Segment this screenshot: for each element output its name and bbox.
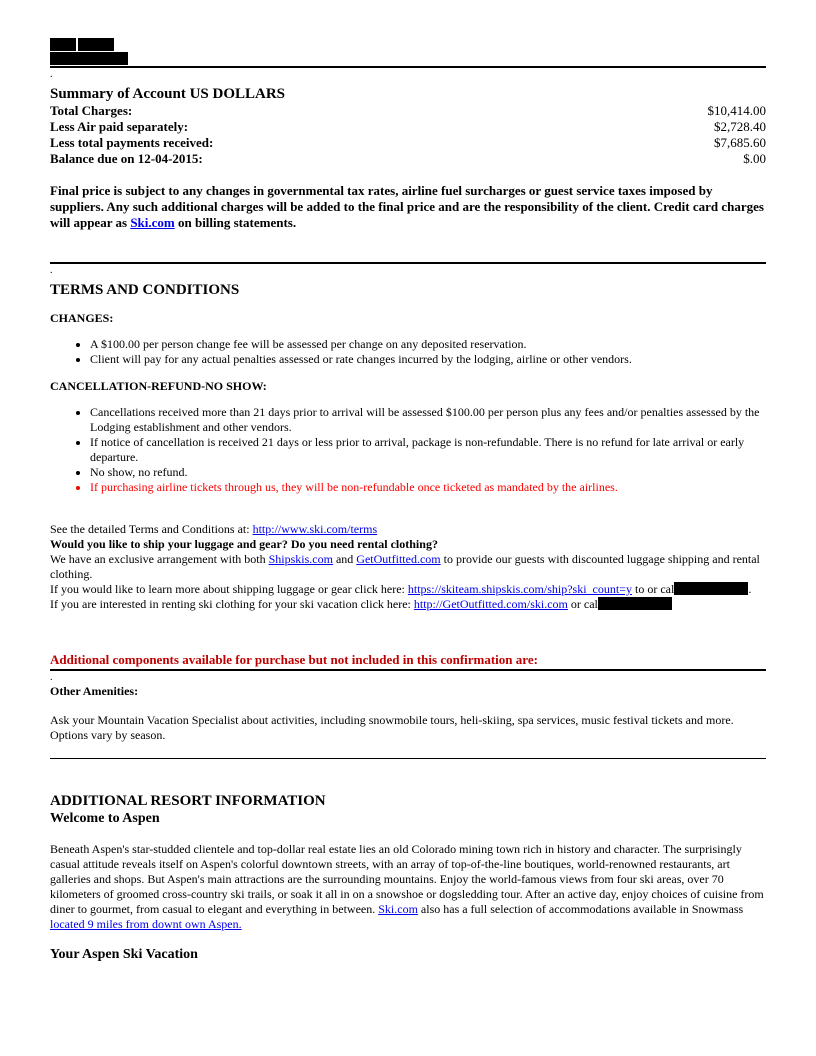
summary-value: $.00 [743, 151, 766, 166]
final-text: Final price is subject to any changes in governmental tax rates, airline fuel surcharges or guest service taxes imposed by suppliers. Any such additional charges will be added to the final price and are the responsibility of the client. Credit card charges will appear as [50, 183, 764, 230]
summary-value: $7,685.60 [714, 135, 766, 150]
terms-link-line [50, 522, 766, 537]
final-text-end: on billing statements. [174, 215, 297, 230]
summary-table [50, 103, 766, 167]
additional-components-heading: Additional components available for purchase but not included in this confirmation are: [50, 652, 538, 667]
list-item: • A $100.00 per person change fee will be assessed per change on any deposited reservation. [90, 337, 766, 352]
summary-value: $10,414.00 [707, 103, 766, 118]
shipping-line [50, 582, 766, 597]
table-row [50, 103, 766, 119]
summary-title: Summary of Account US DOLLARS [50, 86, 286, 102]
cancellation-list [50, 405, 766, 495]
table-row [50, 151, 766, 167]
snowmass-link[interactable]: located 9 miles from downt own Aspen. [50, 917, 242, 931]
shipskis-url-link[interactable]: https://skiteam.shipskis.com/ship?ski_count=y [407, 582, 632, 596]
list-item: • If notice of cancellation is received 21 days or less prior to arrival, package is non-refundable. There is no refund for late arrival or early departure. [90, 435, 766, 465]
arrangement-text [50, 552, 766, 582]
redacted-phone [598, 597, 672, 610]
getoutfitted-url-link[interactable]: http://GetOutfitted.com/ski.com [413, 597, 568, 611]
renting-line [50, 597, 766, 612]
table-row [50, 135, 766, 151]
terms-see-text: See the detailed Terms and Conditions at: [50, 522, 253, 536]
document-page [50, 36, 766, 964]
arr-text: We have an exclusive arrangement with both [50, 552, 269, 566]
terms-title: TERMS AND CONDITIONS [50, 282, 240, 298]
redacted-phone [674, 582, 748, 595]
summary-label: Less Air paid separately: [50, 119, 189, 134]
arr-text-end: to provide our guests with discounted luggage shipping and rental clothing. [50, 552, 760, 581]
cancellation-heading: CANCELLATION-REFUND-NO SHOW: [50, 379, 267, 393]
resort-text-mid: also has a full selection of accommodations available in Snowmass [417, 902, 744, 916]
rent-text: If you are interested in renting ski clothing for your ski vacation click here: [50, 597, 414, 611]
spacer-dot: . [50, 69, 53, 80]
ski-com-link[interactable]: Ski.com [378, 902, 418, 916]
redacted-logo [50, 36, 766, 66]
rent-text-end: or cal [567, 597, 598, 611]
vacation-heading: Your Aspen Ski Vacation [50, 947, 198, 962]
shipskis-link[interactable]: Shipskis.com [268, 552, 333, 566]
resort-subtitle: Welcome to Aspen [50, 811, 160, 826]
divider [50, 66, 766, 68]
amenities-heading: Other Amenities: [50, 684, 139, 698]
ship-period: . [748, 582, 752, 596]
divider [50, 262, 766, 264]
summary-value: $2,728.40 [714, 119, 766, 134]
getoutfitted-link[interactable]: GetOutfitted.com [356, 552, 441, 566]
amenities-text: Ask your Mountain Vacation Specialist about activities, including snowmobile tours, heli-skiing, spa services, music festival tickets and more. Options vary by season. [50, 713, 734, 742]
summary-label: Less total payments received: [50, 135, 214, 150]
resort-text: Beneath Aspen's star-studded clientele and top-dollar real estate lies an old Colorado mining town rich in history and character. The surprisingly casual attitude reveals itself on Aspen's colorful downtown streets, with an array of top-of-the-line boutiques, world-renowned restaurants, art galleries and shops. But Aspen's main attractions are the surrounding mountains. Enjoy the world-famous views from four ski areas, over 70 kilometers of groomed cross-country ski trails, or soak it all in on a snowshoe or dogsledding tour. After an active day, enjoy choices of cuisine from diner to gourmet, from casual to elegant and everything in between. [50, 842, 764, 916]
arr-and: and [332, 552, 357, 566]
changes-heading: CHANGES: [50, 311, 114, 325]
ski-com-link[interactable]: Ski.com [130, 215, 175, 230]
terms-link[interactable]: http://www.ski.com/terms [252, 522, 378, 536]
final-price-notice [50, 183, 766, 231]
table-row [50, 119, 766, 135]
divider [50, 758, 766, 759]
ship-text-end: to or cal [632, 582, 675, 596]
list-item: • No show, no refund. [90, 465, 766, 480]
resort-description [50, 842, 766, 932]
divider [50, 669, 766, 671]
summary-label: Balance due on 12-04-2015: [50, 151, 203, 166]
changes-list [50, 337, 766, 367]
spacer-dot: . [50, 672, 53, 683]
list-item-airline-warning: • If purchasing airline tickets through us, they will be non-refundable once ticketed as mandated by the airlines. [90, 480, 766, 495]
list-item: • Client will pay for any actual penalties assessed or rate changes incurred by the lodging, airline or other vendors. [90, 352, 766, 367]
resort-title: ADDITIONAL RESORT INFORMATION [50, 793, 326, 809]
list-item: • Cancellations received more than 21 days prior to arrival will be assessed $100.00 per person plus any fees and/or penalties assessed by the Lodging establishment and other vendors. [90, 405, 766, 435]
spacer-dot: . [50, 265, 53, 276]
summary-label: Total Charges: [50, 103, 133, 118]
ship-question: Would you like to ship your luggage and gear? Do you need rental clothing? [50, 537, 438, 551]
ship-text: If you would like to learn more about shipping luggage or gear click here: [50, 582, 408, 596]
